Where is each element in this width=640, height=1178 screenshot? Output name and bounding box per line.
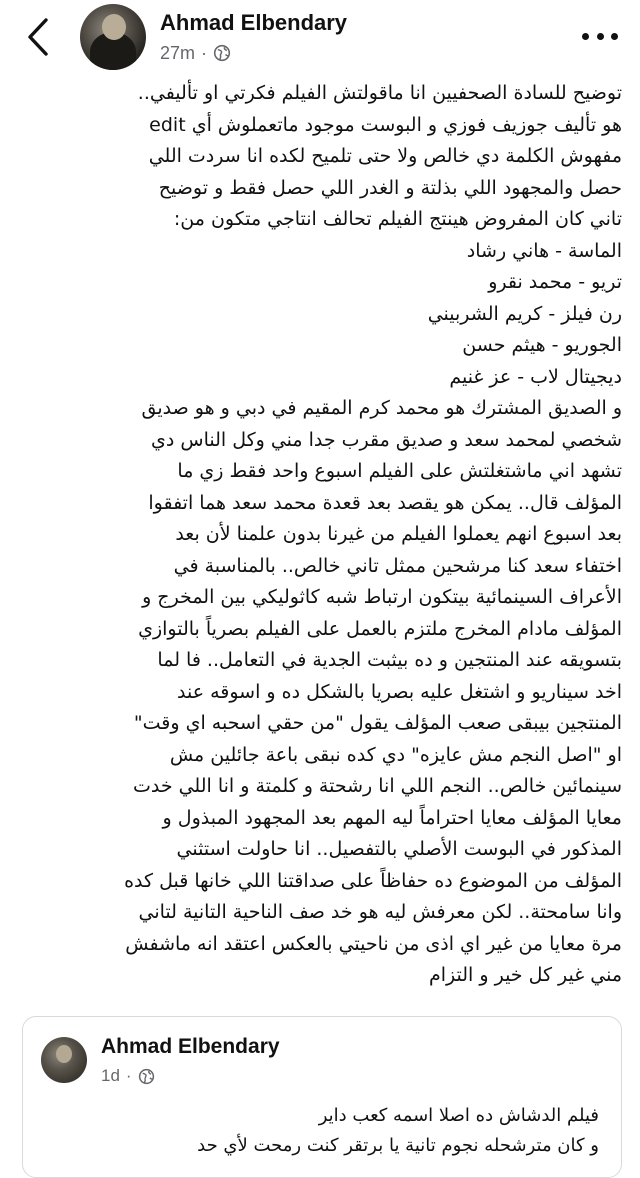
more-horizontal-icon — [582, 33, 589, 40]
more-options-button[interactable] — [582, 24, 618, 48]
chevron-left-icon — [18, 14, 58, 60]
author-name[interactable]: Ahmad Elbendary — [160, 10, 348, 35]
shared-author-name[interactable]: Ahmad Elbendary — [101, 1035, 280, 1058]
globe-icon — [213, 44, 231, 62]
shared-post-card[interactable] — [22, 1016, 622, 1178]
meta-separator: · — [201, 42, 208, 63]
shared-post-time[interactable]: 1d — [101, 1066, 120, 1085]
shared-post-body: فيلم الدشاش ده اصلا اسمه كعب داير و كان مترشحله نجوم تانية يا برتقر كنت رمحت لأي حد — [197, 1105, 599, 1156]
avatar[interactable] — [80, 4, 146, 70]
post-meta — [160, 41, 231, 65]
shared-avatar[interactable] — [41, 1037, 87, 1083]
back-button[interactable] — [18, 14, 58, 60]
post-body: توضيح للسادة الصحفيين انا ماقولتش الفيلم فكرتي او تأليفي.. هو تأليف جوزيف فوزي و البوست موجود ماتعملوش أي edit مفهوش الكلمة دي خالص ولا حتى تلميح لكده انا سردت اللي حصل والمجهود اللي بذلتة و الغدر اللي حصل فقط و توضيح تاني كان المفروض هينتج الفيلم تحالف انتاجي متكون من: الماسة - هاني رشاد تريو - محمد نقرو رن فيلز - كريم الشربيني الجوريو - هيثم حسن ديجيتال لاب - عز غنيم و الصديق المشترك هو محمد كرم المقيم في دبي و هو صديق شخصي لمحمد سعد و صديق مقرب جدا مني وكل الناس دي تشهد اني ماشتغلتش على الفيلم اسبوع واحد فقط زي ما المؤلف قال.. يمكن هو يقصد بعد قعدة محمد سعد هما اتفقوا بعد اسبوع انهم يعملوا الفيلم من غيرنا بدون علمنا لأن بعد اختفاء سعد كنا مرشحين ممثل تاني خالص.. بالمناسبة في الأعراف السينمائية بيتكون ارتباط شبه كاثوليكي بين المخرج و المؤلف مادام المخرج ملتزم بالعمل على الفيلم بصرياً بالتوازي بتسويقه عند المنتجين و ده بيثبت الجدية في التعامل.. فا لما اخد سيناريو و اشتغل عليه بصريا بالشكل ده و اسوقه عند المنتجين بيبقى صعب المؤلف يقول "من حقي اسحبه اي وقت" او "اصل النجم مش عايزه" دي كده نبقى باعة جائلين مش سينمائين خالص.. النجم اللي انا رشحتة و كلمتة و انا اللي خدت معايا المؤلف معايا احتراماً ليه المهم بعد المجهود المبذول و المذكور في البوست الأصلي بالتفصيل.. انا حاولت استثني المؤلف من الموضوع ده حفاظاً على صداقتنا اللي خانها قبل كده وانا سامحتة.. لكن معرفش ليه هو خد صف الناحية التانية لتاني مرة معايا من غير اي اذى من ناحيتي بالعكس اعتقد انه ماشفش مني غير كل خير و التزام — [124, 82, 622, 986]
shared-meta-separator: · — [125, 1066, 132, 1085]
shared-post-meta — [101, 1065, 155, 1087]
post-header — [0, 0, 640, 90]
globe-icon — [138, 1068, 155, 1085]
post-time[interactable]: 27m — [160, 42, 196, 63]
